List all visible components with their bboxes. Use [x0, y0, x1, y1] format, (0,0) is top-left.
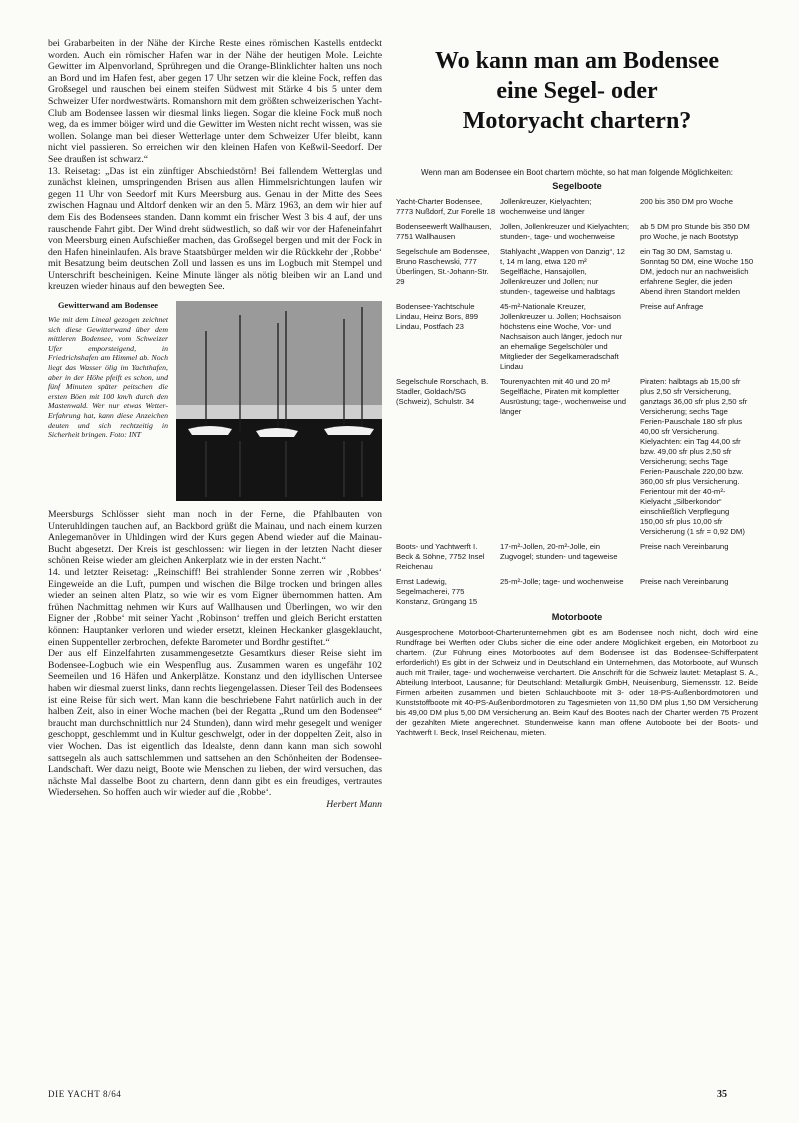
price-cell: ab 5 DM pro Stunde bis 350 DM pro Woche, je nach Bootstyp [640, 221, 750, 241]
table-row [396, 577, 758, 612]
headline-line: Wo kann man am Bodensee [434, 48, 720, 74]
section-title-motorboote: Motorboote [551, 611, 603, 622]
provider-cell: Segelschule Rorschach, B. Stadler, Goldach/SG (Schweiz), Schulstr. 34 [396, 376, 489, 406]
headline-line: eine Segel- oder [496, 78, 658, 104]
charter-info-column [396, 38, 758, 739]
price-cell: ein Tag 30 DM, Samstag u. Sonntag 50 DM, eine Woche 150 DM, jedoch nur an nachweislich erfahrene Segler, die jeden Abend ihren Standort melden [640, 246, 754, 296]
article-column [48, 38, 382, 811]
paragraph-final: Der aus elf Einzelfahrten zusammengesetzte Gesamtkurs dieser Reise sieht im Bodensee-Logbuch wie ein Wespenflug aus. Zusammen waren es ungefähr 102 Seemeilen und 16 Häfen und Ankerplätze. Konstanz und den idyllischen Untersee haben wir diesmal zuerst links, dann rechts liegengelassen. Dieser Teil des Bodensees ist eine Reise für sich wert. Man kann die beschriebene Fahrt natürlich auch in der halben Zeit, also in einer Woche machen (bei der Regatta „Rund um den Bodensee“ braucht man durchschnittlich nur 24 Stunden), dann wird mehr gesegelt und weniger geschoppt, geschlemmt und in Kultur geschwelgt, oder in der doppelten Zeit, also in vier Wochen. Das ist eigentlich das Idealste, denn dann kann man sich sowohl sattsegeln als auch sattschlemmen und sattsehen an den Schönheiten der Bodensee-Landschaft. Wer dazu neigt, Boote wie Menschen zu lieben, der wird versuchen, das nächste Mal dasselbe Boot zu chartern, denn dann gibt es ein freudiges, vertrautes Wiedersehen. So hoffen auch wir wieder auf die ‚Robbe‘. [48, 648, 382, 799]
price-cell: Preise nach Vereinbarung [640, 576, 729, 586]
author-signature: Herbert Mann [326, 798, 382, 810]
boats-cell: 25-m²-Jolle; tage- und wochenweise [500, 576, 624, 586]
photo-block [48, 301, 382, 501]
photo-caption [48, 301, 168, 501]
table-row [396, 377, 758, 542]
table-row [396, 247, 758, 302]
boats-cell: Tourenyachten mit 40 und 20 m² Segelfläche, Piraten mit kompletter Ausrüstung; tage-, wochenweise und länger [500, 376, 627, 416]
paragraph-intro: bei Grabarbeiten in der Nähe der Kirche Reste eines römischen Kastells entdeckt worden. Auch ein römischer Hafen war in der Nähe der heutigen Mole. Leichte Gewitter im Alpenvorland, Sprühregen und die Orange-Blinklichter halten uns noch an Bord und im Hafen fest, aber gegen 17 Uhr setzen wir die kleine Fock, reffen das Großsegel und rauschen bei einem steifen Südwest mit Stärke 4 bis 5 unter dem Schweizer Ufer nordwestwärts. Romanshorn mit dem größten schweizerischen Yacht-Club am Bodensee lassen wir diesmal links liegen. Sogar die kleine Fock muß noch weg, da es immer böiger wird und die Gewitter im Westen nicht recht wissen, was sie wollen. Solange man bei dieser Wetterlage unter dem Schweizer Ufer bleibt, kann nicht viel passieren. So erreichen wir den kleinen Hafen von Keßwil-Seedorf. Der See draußen ist schwarz.“ [48, 38, 382, 165]
table-row [396, 302, 758, 377]
price-cell: Preise nach Vereinbarung [640, 541, 729, 551]
caption-text: Wie mit dem Lineal gezogen zeichnet sich diese Gewitterwand über dem mittleren Bodensee, vom Schweizer Ufer emporsteigend, in Friedrichshafen am Himmel ab. Noch liegt das Wasser ölig im Yachthafen, aber in der Höhe pfeift es schon, und fünf Minuten später peitschen die ersten Böen mit 100 km/h durch den Mastenwald. Wer nur etwas Wetter-Erfahrung hat, kann diese Anzeichen deuten und sich rechtzeitig in Sicherheit bringen. Foto: INT [48, 315, 168, 440]
boats-cell: 17-m²-Jollen, 20-m²-Jolle, ein Zugvogel; stunden- und tageweise [500, 541, 618, 561]
table-row [396, 542, 758, 577]
provider-cell: Ernst Ladewig, Segelmacherei, 775 Konstanz, Grüngang 15 [396, 576, 478, 606]
boats-cell: Stahlyacht „Wappen von Danzig“, 12 t, 14 m lang, etwa 120 m² Segelfläche, Hansajollen, Jollenkreuzer und Jollen; nur stunden-, tageweise und halbtags [500, 246, 625, 296]
harbor-masts-illustration [176, 301, 382, 501]
price-cell: Piraten: halbtags ab 15,00 sfr plus 2,50 sfr Versicherung, ganztags 36,00 sfr plus 2,50 sfr Versicherung; sechs Tage Ferien-Pauschale 180 sfr plus 40,00 sfr Versicherung. Kielyachten: ein Tag 44,00 sfr bzw. 49,00 sfr plus 2,50 sfr Versicherung; sechs Tage Ferien-Pauschale 220,00 bzw. 360,00 sfr plus Versicherung. Ferientour mit der 40-m²-Kielyacht „Silberkondor“ einschließlich Verpflegung 150,00 sfr plus 10,00 sfr Versicherung (1 sfr = 0,92 DM) [640, 376, 748, 536]
table-row [396, 222, 758, 247]
headline-line: Motoryacht chartern? [462, 108, 692, 134]
price-cell: Preise auf Anfrage [640, 301, 704, 311]
magazine-footer: DIE YACHT 8/64 [48, 1089, 122, 1099]
section-title-segelboote: Segelboote [552, 180, 602, 191]
provider-cell: Boots- und Yachtwerft I. Beck & Söhne, 7752 Insel Reichenau [396, 541, 485, 571]
headline [396, 46, 758, 136]
sailboat-charter-table [396, 197, 758, 612]
paragraph-after-photo: Meersburgs Schlösser sieht man noch in der Ferne, die Pfahlbauten von Unteruhldingen tauchen auf, an Backbord grüßt die Mainau, und nach einem kurzen Anlegemanöver in Uhldingen wird der Kurs gegen Abend wieder auf die Mainau-Bucht abgesetzt. Der Kreis ist geschlossen: wir liegen in der letzten Nacht dieser schönen Reise wieder am gleichen Ankerplatz wie in der ersten Nacht.“ [48, 509, 382, 567]
boats-cell: 45-m²-Nationale Kreuzer, Jollenkreuzer u. Jollen; Hochsaison höchstens eine Woche, Vor- und Nachsaison auch länger, jedoch nur an ehemalige Segelschüler und Mitglieder der Segelkameradschaft Lindau [500, 301, 623, 371]
page-number: 35 [717, 1089, 727, 1100]
provider-cell: Yacht-Charter Bodensee, 7773 Nußdorf, Zur Forelle 18 [396, 196, 496, 216]
harbor-photo [176, 301, 382, 501]
provider-cell: Segelschule am Bodensee, Bruno Raschewski, 777 Überlingen, St.-Johann-Str. 29 [396, 246, 490, 286]
table-row [396, 197, 758, 222]
paragraph-day-13: 13. Reisetag: „Das ist ein zünftiger Abschiedstörn! Bei fallendem Wetterglas und zunächst kleinen, umspringenden Brisen aus allen Himmelsrichtungen laufen wir gegen 11 Uhr von Seedorf mit Kurs Meersburg aus. Genau in der Mitte des Sees zwischen Hagnau und Altdorf denken wir an den 5. März 1963, an dem wir hier auf dem Eis des Bodensees standen. Dann kommt ein frischer West 3 bis 4 auf, der uns rauschende Fahrt gibt. Der Wind dreht südwestlich, so daß wir vor der Hafeneinfahrt von Meersburg einen Aufschießer machen, das Großsegel bergen und mit der Fock in den Hafen hineinlaufen. Als brave Staatsbürger melden wir die Rückkehr der ‚Robbe‘ mit Besatzung beim deutschen Zoll und lassen es uns im Logbuch mit Stempel und Unterschrift bescheinigen. Keine Minute länger als nötig bleiben wir an Land und kreuzen wieder hinaus auf den bewegten See. [48, 165, 382, 293]
price-cell: 200 bis 350 DM pro Woche [640, 196, 734, 206]
article-body [48, 38, 382, 293]
provider-cell: Bodensee-Yachtschule Lindau, Heinz Bors, 899 Lindau, Postfach 23 [396, 301, 479, 331]
boats-cell: Jollenkreuzer, Kielyachten; wochenweise und länger [500, 196, 592, 216]
paragraph-day-14: 14. und letzter Reisetag: „Reinschiff! Bei strahlender Sonne zerren wir ‚Robbes‘ Eingeweide an die Luft, pumpen und wischen die Bilge trocken und bringen alles wieder an seinen alten Platz, so wie wir es vom Eigner übernommen hatten. Am frühen Nachmittag nehmen wir Kurs auf Wallhausen und Überlingen, wo wir den Eigner der ‚Robbe‘ mit seiner Yacht ‚Robinson‘ treffen und gleich Bericht erstatten können: Hauptanker verloren und wieder ersetzt, kleinen Heckanker glasgeklaucht, einen Suppenteller zerbrochen, defekte Barometer und Bordhr gestiftet.“ [48, 567, 382, 648]
provider-cell: Bodenseewerft Wallhausen, 7751 Wallhausen [396, 221, 492, 241]
article-body-continued [48, 509, 382, 810]
boats-cell: Jollen, Jollenkreuzer und Kielyachten; stunden-, tage- und wochenweise [500, 221, 630, 241]
motorboats-text: Ausgesprochene Motorboot-Charterunternehmen gibt es am Bodensee noch nicht, doch wird eine Rundfrage bei Werften oder Clubs sicher die eine oder andere Möglichkeit ergeben, ein Motorboot zu chartern. (Zur Führung eines Motorbootes auf dem Bodensee ist das Bodensee-Schifferpatent erforderlich!) Es gibt in der Schweiz und in Deutschland ein Unternehmen, das Motorboote, auf Wunsch auch mit Trailer, tage- und wochenweise verchartert. Die Anschrift für die Schweiz lautet: Metaplast S. A., Abteilung Interboot, Lausanne; für Deutschland: Metallurgik GmbH, Neuisenburg, Siemensstr. 12. Beide Firmen arbeiten zusammen und bieten Schlauchboote mit 3- oder 18-PS-Außenbordmotoren und Kunststoffboote mit 40-PS-Außenbordmotoren zu Tagesmieten von 11,50 DM plus 1,50 DM Versicherung bis 49,00 DM plus 5,00 DM Versicherung an. Beim Kauf des Bootes nach der Charter werden 75 Prozent der gezahlten Miete angerechnet. Stundenweise kann man offene Autoboote bei der Boots- und Yachtwerft I. Beck, Insel Reichenau, mieten. [396, 627, 758, 738]
intro-text: Wenn man am Bodensee ein Boot chartern möchte, so hat man folgende Möglichkeiten: [420, 168, 734, 177]
caption-title: Gewitterwand am Bodensee [57, 301, 159, 311]
